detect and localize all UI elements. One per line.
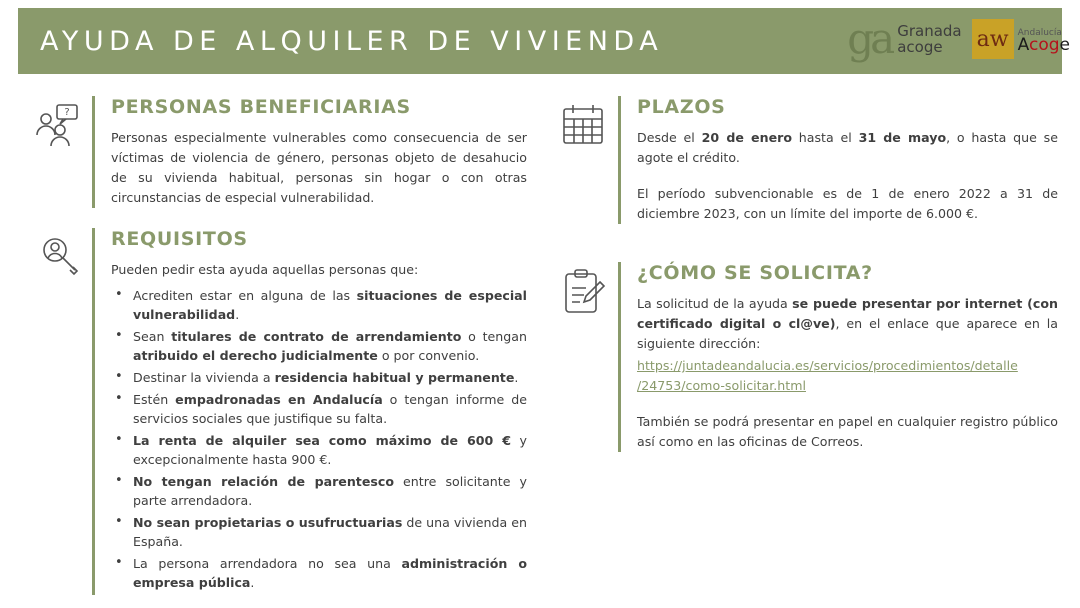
list-item: • Sean titulares de contrato de arrendamiento o tengan atribuido el derecho judicialmente o por convenio. [111,327,527,365]
andalucia-acoge-logo [972,19,1070,59]
list-item: • No tengan relación de parentesco entre solicitante y parte arrendadora. [111,472,527,510]
calendar-icon [548,96,618,148]
solicita-paragraph-1: La solicitud de la ayuda se puede presentar por internet (con certificado digital o cl@ve), en el enlace que aparece en la siguiente dirección: [637,296,1058,351]
solicitud-link-line2[interactable]: /24753/como-solicitar.html [637,378,806,393]
left-column [22,96,527,605]
granada-acoge-line1: Granada [897,22,962,40]
solicita-paragraph-2: También se podrá presentar en papel en cualquier registro público así como en las oficinas de Correos. [637,414,1058,449]
granada-acoge-wordmark [897,23,961,55]
requisitos-intro: Pueden pedir esta ayuda aquellas personas que: [111,262,419,277]
andalucia-acoge-mark: aw [972,19,1014,59]
person-search-icon [22,228,92,282]
requisitos-list [111,286,527,592]
solicita-link-paragraph [637,356,1058,396]
logo-group [847,8,1070,70]
list-item: • No sean propietarias o usufructuarias de una vivienda en España. [111,513,527,551]
list-item: • Destinar la vivienda a residencia habitual y permanente. [111,368,527,387]
section-requisitos [22,228,527,595]
list-item: • La persona arrendadora no sea una administración o empresa pública. [111,554,527,592]
clipboard-pen-icon [548,262,618,316]
people-question-icon [22,96,92,150]
acoge-label: Acoge [1017,35,1070,55]
list-item: • La renta de alquiler sea como máximo de 600 € y excepcionalmente hasta 900 €. [111,431,527,469]
section-title-requisitos: REQUISITOS [111,228,248,250]
right-column [548,96,1058,462]
andalucia-label: Andalucía [1017,28,1062,38]
list-item: • Estén empadronadas en Andalucía o tengan informe de servicios sociales que justifique su falta. [111,390,527,428]
andalucia-acoge-wordmark [1017,27,1070,55]
page-title: AYUDA DE ALQUILER DE VIVIENDA [40,25,664,57]
beneficiarias-paragraph: Personas especialmente vulnerables como consecuencia de ser víctimas de violencia de género, personas objeto de desahucio de su vivienda habitual, personas sin hogar o con otras circunstancias de especial vulnerabilidad. [111,130,527,205]
section-como-se-solicita [548,262,1058,452]
plazos-paragraph-1: Desde el 20 de enero hasta el 31 de mayo, o hasta que se agote el crédito. [637,130,1058,165]
section-beneficiarias [22,96,527,208]
section-title-como-se-solicita: ¿CÓMO SE SOLICITA? [637,262,873,284]
solicitud-link-line1[interactable]: https://juntadeandalucia.es/servicios/procedimientos/detalle [637,358,1018,373]
plazos-paragraph-2: El período subvencionable es de 1 de enero 2022 a 31 de diciembre 2023, con un límite del importe de 6.000 €. [637,186,1058,221]
section-title-plazos: PLAZOS [637,96,726,118]
list-item: • Acrediten estar en alguna de las situaciones de especial vulnerabilidad. [111,286,527,324]
section-plazos [548,96,1058,224]
section-title-beneficiarias: PERSONAS BENEFICIARIAS [111,96,411,118]
svg-text:?: ? [64,107,70,118]
granada-acoge-logo [847,14,962,63]
granada-acoge-line2: acoge [897,38,943,56]
granada-acoge-mark: ga [847,14,892,63]
